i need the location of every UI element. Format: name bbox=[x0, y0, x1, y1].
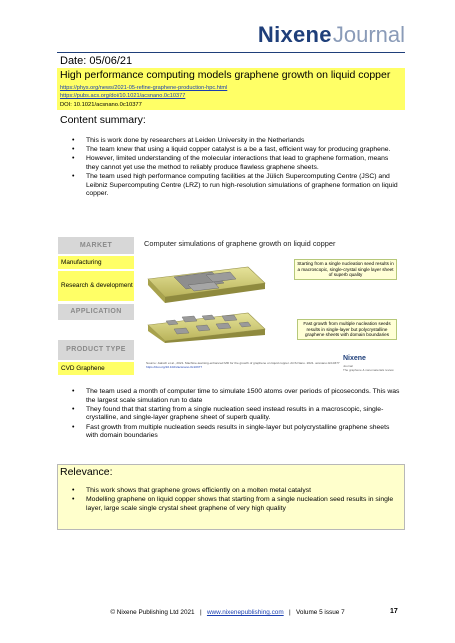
mini-logo-brand: Nixene bbox=[343, 355, 366, 362]
details-bullet-list bbox=[72, 388, 402, 441]
list-item: • The team used high performance computing facilities at the Jülich Supercomputing Centre (JSC) and Leibniz Supercomputing Centre (LRZ) to run high-resolution simulations of graphene formation on liquid copper. bbox=[72, 173, 402, 199]
content-summary-heading: Content summary: bbox=[60, 114, 146, 126]
multiple-nucleation-slab bbox=[148, 313, 265, 343]
footer-copyright: © Nixene Publishing Ltd 2021 bbox=[110, 609, 195, 616]
page-number: 17 bbox=[390, 608, 398, 615]
market-item-label: Manufacturing bbox=[61, 258, 102, 266]
header-rule bbox=[57, 52, 405, 53]
market-item-label: Research & development bbox=[61, 282, 133, 289]
footer-issue: Volume 5 issue 7 bbox=[296, 609, 345, 616]
single-nucleation-slab bbox=[148, 267, 265, 303]
mini-logo-tag: The graphene & nanomaterials review bbox=[343, 367, 394, 372]
list-item: • This is work done by researchers at Leiden University in the Netherlands bbox=[72, 137, 402, 146]
infographic-title: Computer simulations of graphene growth on liquid copper bbox=[144, 239, 336, 248]
article-doi: DOI: 10.1021/acsnano.0c10377 bbox=[60, 102, 142, 108]
relevance-bullet-list bbox=[72, 487, 398, 514]
source-link-phys-org[interactable]: https://phys.org/news/2021-05-refine-graphene-production-hpc.html bbox=[60, 85, 228, 91]
logo-journal: Journal bbox=[332, 22, 405, 47]
single-nucleation-callout: Starting from a single nucleation seed results in a macroscopic, single-crystal single layer sheet of superb quality bbox=[294, 259, 397, 280]
list-item: • The team knew that using a liquid copper catalyst is a be a fast, efficient way for producing graphene. bbox=[72, 146, 402, 155]
infographic-source-link[interactable]: https://doi.org/10.1021/acsnano.0c10377 bbox=[146, 365, 203, 369]
list-item: • The team used a month of computer time to simulate 1500 atoms over periods of picoseconds. This was the largest scale simulation run to date bbox=[72, 388, 402, 405]
footer-website-link[interactable]: www.nixenepublishing.com bbox=[206, 609, 284, 616]
simulation-illustration bbox=[144, 253, 269, 343]
footer-separator: | bbox=[289, 609, 291, 616]
infographic-side-panel bbox=[58, 237, 134, 375]
market-label: MARKET bbox=[58, 237, 134, 254]
infographic-source: Source: Jaksch et al., 2021. Machine-learning-enhanced MD for the growth of graphene on liquid copper. ACS Nano. 2021. acsnano.0c10377 bbox=[146, 361, 340, 365]
article-title: High performance computing models graphene growth on liquid copper bbox=[60, 69, 391, 81]
list-item: • However, limited understanding of the molecular interactions that lead to graphene formation, means they cannot yet use the method to reliably produce flawless graphene sheets. bbox=[72, 155, 402, 172]
product-type-value bbox=[58, 362, 134, 375]
product-type-label: PRODUCT TYPE bbox=[58, 340, 134, 360]
source-link-acs[interactable]: https://pubs.acs.org/doi/10.1021/acsnano.0c10377 bbox=[60, 93, 186, 99]
article-date: Date: 05/06/21 bbox=[60, 55, 133, 67]
application-label: APPLICATION bbox=[58, 304, 134, 320]
infographic bbox=[58, 237, 403, 375]
mini-logo-sub: Journal bbox=[343, 364, 353, 368]
nixene-journal-logo bbox=[258, 22, 405, 52]
multiple-nucleation-callout: Fast growth from multiple nucleation seeds results in single-layer but polycrystalline graphene sheets with domain boundaries bbox=[297, 319, 397, 340]
list-item: • Fast growth from multiple nucleation seeds results in single-layer but polycrystalline graphene sheets with domain boundaries bbox=[72, 424, 402, 441]
list-item: • Modelling graphene on liquid copper shows that starting from a single nucleation seed results in single layer, large scale single crystal sheet graphene of very high quality bbox=[72, 496, 398, 513]
list-item: • This work shows that graphene grows efficiently on a molten metal catalyst bbox=[72, 487, 398, 496]
list-item: • They found that that starting from a single nucleation seed instead results in a macroscopic, single-crystalline, and single-layer graphene sheet of superb quality. bbox=[72, 406, 402, 423]
page-footer bbox=[0, 609, 455, 616]
relevance-heading: Relevance: bbox=[60, 466, 113, 478]
footer-separator: | bbox=[199, 609, 202, 616]
product-type-text: CVD Graphene bbox=[61, 364, 105, 372]
market-item-manufacturing bbox=[58, 256, 134, 269]
logo-brand: Nixene bbox=[257, 22, 332, 47]
summary-bullet-list bbox=[72, 137, 402, 200]
market-item-research bbox=[58, 271, 134, 301]
infographic-mini-logo bbox=[343, 347, 394, 372]
